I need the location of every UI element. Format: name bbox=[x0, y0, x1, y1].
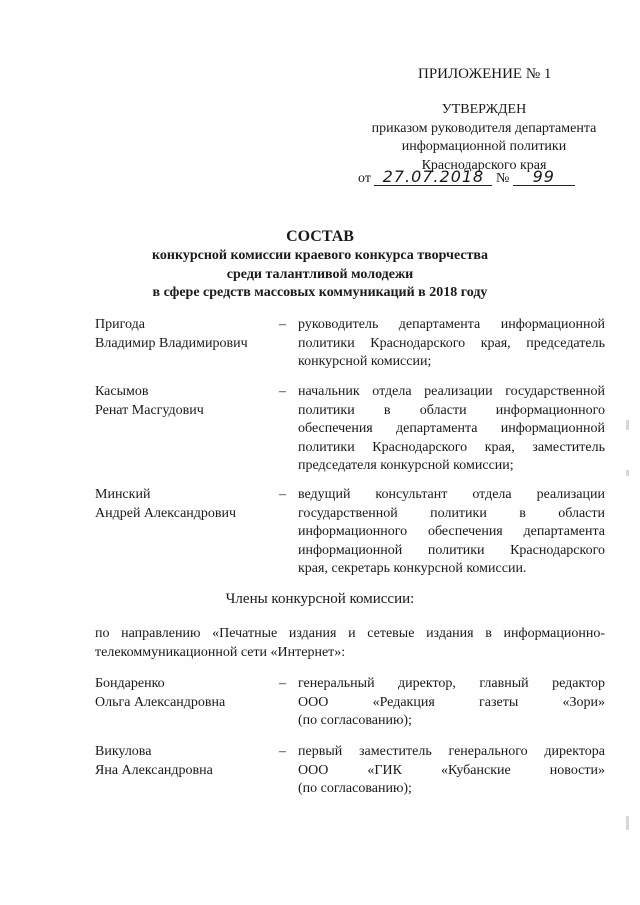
direction-line: по направлению «Печатные издания и сетевые издания в информационно- bbox=[95, 626, 605, 641]
number-prefix: № bbox=[495, 171, 510, 186]
role-line: первый заместитель генерального директора bbox=[298, 744, 605, 759]
direction-heading bbox=[95, 625, 605, 662]
member-name bbox=[95, 383, 285, 420]
separator-dash: – bbox=[279, 487, 286, 502]
role-line: политики Краснодарского края, заместитель bbox=[298, 439, 605, 455]
role-line: обеспечения департамента информационной bbox=[298, 421, 605, 436]
member-surname: Минский bbox=[95, 487, 151, 502]
member-name bbox=[95, 675, 285, 712]
role-line: информационного обеспечения департамента bbox=[298, 524, 605, 539]
subtitle-line: конкурсной комиссии краевого конкурса творчества bbox=[152, 248, 488, 263]
member-name bbox=[95, 743, 285, 780]
approval-heading: УТВЕРЖДЕН bbox=[441, 102, 527, 117]
order-date-number bbox=[358, 169, 608, 187]
subtitle-line: в сфере средств массовых коммуникаций в 2018 году bbox=[152, 285, 488, 300]
appendix-label: ПРИЛОЖЕНИЕ № 1 bbox=[418, 66, 552, 82]
role-line: края, секретарь конкурсной комиссии. bbox=[298, 561, 527, 576]
subtitle-line: среди талантливой молодежи bbox=[226, 266, 414, 282]
separator-dash: – bbox=[279, 384, 286, 399]
role-line: председателя конкурсной комиссии; bbox=[298, 458, 514, 473]
role-line: ведущий консультант отдела реализации bbox=[298, 487, 605, 502]
member-surname: Пригода bbox=[95, 317, 145, 332]
order-number-handwritten: 99 bbox=[513, 169, 575, 186]
member-role bbox=[298, 486, 605, 579]
role-line: ООО «Редакция газеты «Зори» bbox=[298, 694, 605, 710]
separator-dash: – bbox=[279, 317, 286, 332]
direction-line: телекоммуникационной сети «Интернет»: bbox=[95, 644, 346, 660]
role-line: ООО «ГИК «Кубанские новости» bbox=[298, 762, 605, 778]
scan-artifact bbox=[626, 420, 629, 430]
member-surname: Бондаренко bbox=[95, 676, 165, 691]
member-role bbox=[298, 743, 605, 799]
approval-line: приказом руководителя департамента bbox=[371, 120, 597, 136]
role-line: информационной политики Краснодарского bbox=[298, 542, 605, 558]
order-date-handwritten: 27.07.2018 bbox=[374, 169, 492, 186]
scan-artifact bbox=[626, 816, 629, 830]
member-role bbox=[298, 316, 605, 372]
role-line: конкурсной комиссии; bbox=[298, 354, 432, 369]
member-name bbox=[95, 486, 285, 523]
member-surname: Викулова bbox=[95, 744, 152, 759]
members-section-title: Члены конкурсной комиссии: bbox=[225, 591, 415, 607]
document-subtitle bbox=[0, 247, 640, 303]
role-line: политики Краснодарского края, председатель bbox=[298, 335, 605, 351]
member-name bbox=[95, 316, 285, 353]
document-title: СОСТАВ bbox=[286, 228, 354, 245]
approval-line: Краснодарского края bbox=[421, 157, 547, 173]
approval-line: информационной политики bbox=[401, 139, 567, 154]
role-line: политики в области информационного bbox=[298, 402, 605, 418]
member-given-name: Ольга Александровна bbox=[95, 694, 226, 710]
member-given-name: Яна Александровна bbox=[95, 762, 213, 778]
separator-dash: – bbox=[279, 744, 286, 759]
member-role bbox=[298, 383, 605, 476]
member-given-name: Владимир Владимирович bbox=[95, 335, 248, 351]
scan-artifact bbox=[626, 470, 629, 476]
role-line: государственной политики в области bbox=[298, 505, 605, 521]
member-given-name: Ренат Масгудович bbox=[95, 402, 204, 418]
role-line: (по согласованию); bbox=[298, 781, 412, 796]
role-line: руководитель департамента информационной bbox=[298, 317, 605, 332]
separator-dash: – bbox=[279, 676, 286, 691]
role-line: начальник отдела реализации государственной bbox=[298, 384, 605, 399]
role-line: генеральный директор, главный редактор bbox=[298, 676, 605, 691]
member-surname: Касымов bbox=[95, 384, 149, 399]
approval-stamp bbox=[360, 101, 608, 175]
role-line: (по согласованию); bbox=[298, 713, 412, 728]
member-role bbox=[298, 675, 605, 731]
date-prefix: от bbox=[358, 171, 371, 186]
member-given-name: Андрей Александрович bbox=[95, 505, 237, 521]
